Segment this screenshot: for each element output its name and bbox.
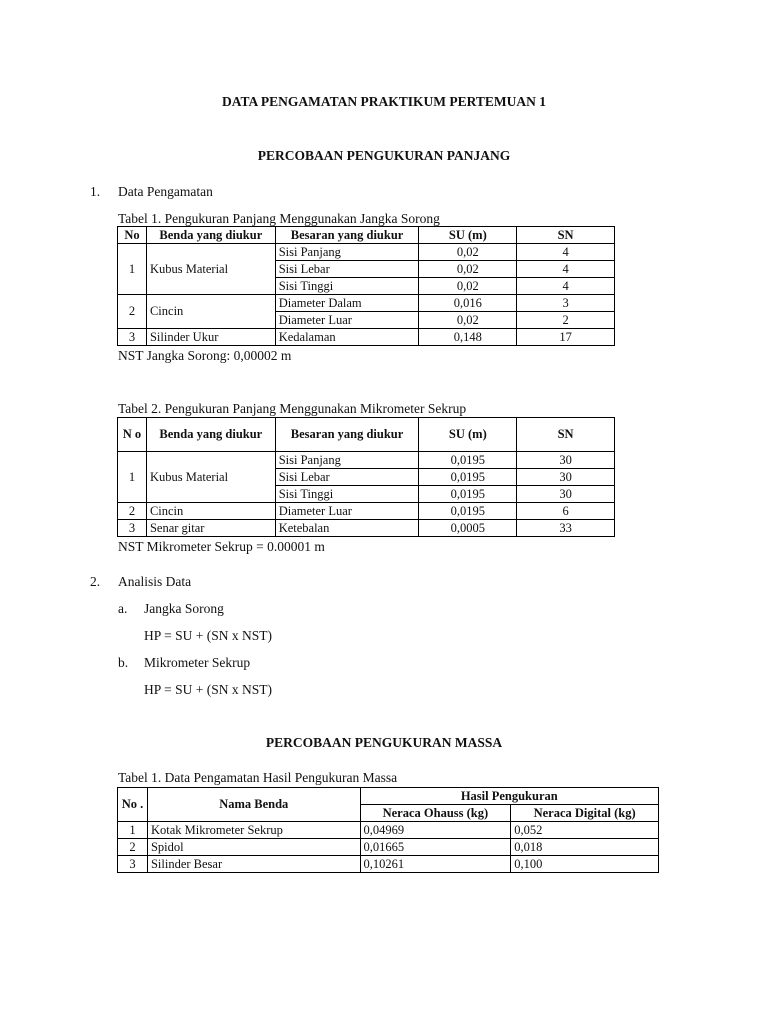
cell-sn: 4 [517,261,615,278]
cell-besaran: Diameter Luar [275,312,419,329]
header-no: No [118,227,147,244]
table1-caption: Tabel 1. Pengukuran Panjang Menggunakan Jangka Sorong [118,211,440,226]
cell-nama: Spidol [147,839,360,856]
cell-nama: Kotak Mikrometer Sekrup [147,822,360,839]
analysis-b-label: Mikrometer Sekrup [144,655,251,670]
cell-no: 3 [118,329,147,346]
cell-besaran: Diameter Luar [275,503,419,520]
cell-sn: 6 [517,503,615,520]
cell-besaran: Sisi Panjang [275,244,419,261]
cell-sn: 30 [517,469,615,486]
table3-caption: Tabel 1. Data Pengamatan Hasil Pengukuran Massa [118,770,398,785]
item-1-label: Data Pengamatan [118,184,213,199]
table-row [118,503,615,520]
cell-nama: Silinder Besar [147,856,360,873]
table-row [118,295,615,312]
page-title: DATA PENGAMATAN PRAKTIKUM PERTEMUAN 1 [221,94,546,109]
cell-benda: Kubus Material [146,244,275,295]
cell-ohauss: 0,01665 [360,839,511,856]
table-row [118,822,659,839]
cell-su: 0,148 [419,329,517,346]
header-no: N o [118,418,147,452]
header-neraca-digital: Neraca Digital (kg) [511,805,659,822]
cell-no: 1 [118,452,147,503]
table-row [118,856,659,873]
cell-no: 2 [118,839,148,856]
cell-sn: 33 [517,520,615,537]
analysis-a-formula: HP = SU + (SN x NST) [144,628,272,643]
cell-su: 0,0195 [419,503,517,520]
section-title-massa: PERCOBAAN PENGUKURAN MASSA [265,735,503,750]
cell-besaran: Ketebalan [275,520,419,537]
cell-su: 0,0195 [419,469,517,486]
cell-sn: 2 [517,312,615,329]
cell-besaran: Sisi Panjang [275,452,419,469]
table2-caption: Tabel 2. Pengukuran Panjang Menggunakan Mikrometer Sekrup [118,401,467,416]
cell-benda: Kubus Material [146,452,275,503]
item-2-number: 2. [90,574,101,589]
cell-benda: Silinder Ukur [146,329,275,346]
cell-besaran: Diameter Dalam [275,295,419,312]
analysis-b-formula: HP = SU + (SN x NST) [144,682,272,697]
cell-no: 1 [118,244,147,295]
cell-sn: 4 [517,278,615,295]
cell-su: 0,0005 [419,520,517,537]
cell-su: 0,02 [419,244,517,261]
cell-su: 0,02 [419,261,517,278]
table-row [118,244,615,261]
header-neraca-ohauss: Neraca Ohauss (kg) [360,805,511,822]
cell-besaran: Sisi Tinggi [275,278,419,295]
table-mikrometer-sekrup [117,417,615,537]
cell-besaran: Sisi Tinggi [275,486,419,503]
item-2-label: Analisis Data [118,574,192,589]
table-header-row [118,418,615,452]
table1-nst-note: NST Jangka Sorong: 0,00002 m [118,348,292,363]
cell-digital: 0,018 [511,839,659,856]
header-sn: SN [517,227,615,244]
cell-su: 0,0195 [419,452,517,469]
header-su: SU (m) [419,227,517,244]
header-no: No . [118,788,148,822]
header-besaran: Besaran yang diukur [275,418,419,452]
item-1-number: 1. [90,184,101,199]
cell-digital: 0,100 [511,856,659,873]
table2-nst-note: NST Mikrometer Sekrup = 0.00001 m [118,539,325,554]
table-header-row [118,227,615,244]
cell-no: 1 [118,822,148,839]
cell-besaran: Sisi Lebar [275,261,419,278]
cell-benda: Cincin [146,503,275,520]
cell-no: 3 [118,520,147,537]
analysis-a-label: Jangka Sorong [144,601,224,616]
header-hasil-pengukuran: Hasil Pengukuran [360,788,658,805]
cell-su: 0,0195 [419,486,517,503]
header-besaran: Besaran yang diukur [275,227,419,244]
table-header-row [118,788,659,805]
table-massa [117,787,659,873]
cell-su: 0,02 [419,312,517,329]
header-su: SU (m) [419,418,517,452]
table-row [118,329,615,346]
cell-besaran: Kedalaman [275,329,419,346]
table-row [118,520,615,537]
cell-benda: Cincin [146,295,275,329]
header-nama-benda: Nama Benda [147,788,360,822]
analysis-a-letter: a. [118,601,128,616]
header-sn: SN [517,418,615,452]
cell-ohauss: 0,10261 [360,856,511,873]
table-row [118,452,615,469]
cell-sn: 30 [517,452,615,469]
cell-digital: 0,052 [511,822,659,839]
cell-sn: 17 [517,329,615,346]
cell-sn: 30 [517,486,615,503]
header-benda: Benda yang diukur [146,418,275,452]
cell-su: 0,016 [419,295,517,312]
section-title-panjang: PERCOBAAN PENGUKURAN PANJANG [257,148,511,163]
cell-sn: 3 [517,295,615,312]
analysis-b-letter: b. [118,655,129,670]
cell-no: 3 [118,856,148,873]
table-row [118,839,659,856]
cell-ohauss: 0,04969 [360,822,511,839]
cell-no: 2 [118,503,147,520]
header-benda: Benda yang diukur [146,227,275,244]
cell-su: 0,02 [419,278,517,295]
cell-besaran: Sisi Lebar [275,469,419,486]
cell-no: 2 [118,295,147,329]
cell-benda: Senar gitar [146,520,275,537]
cell-sn: 4 [517,244,615,261]
table-jangka-sorong [117,226,615,346]
